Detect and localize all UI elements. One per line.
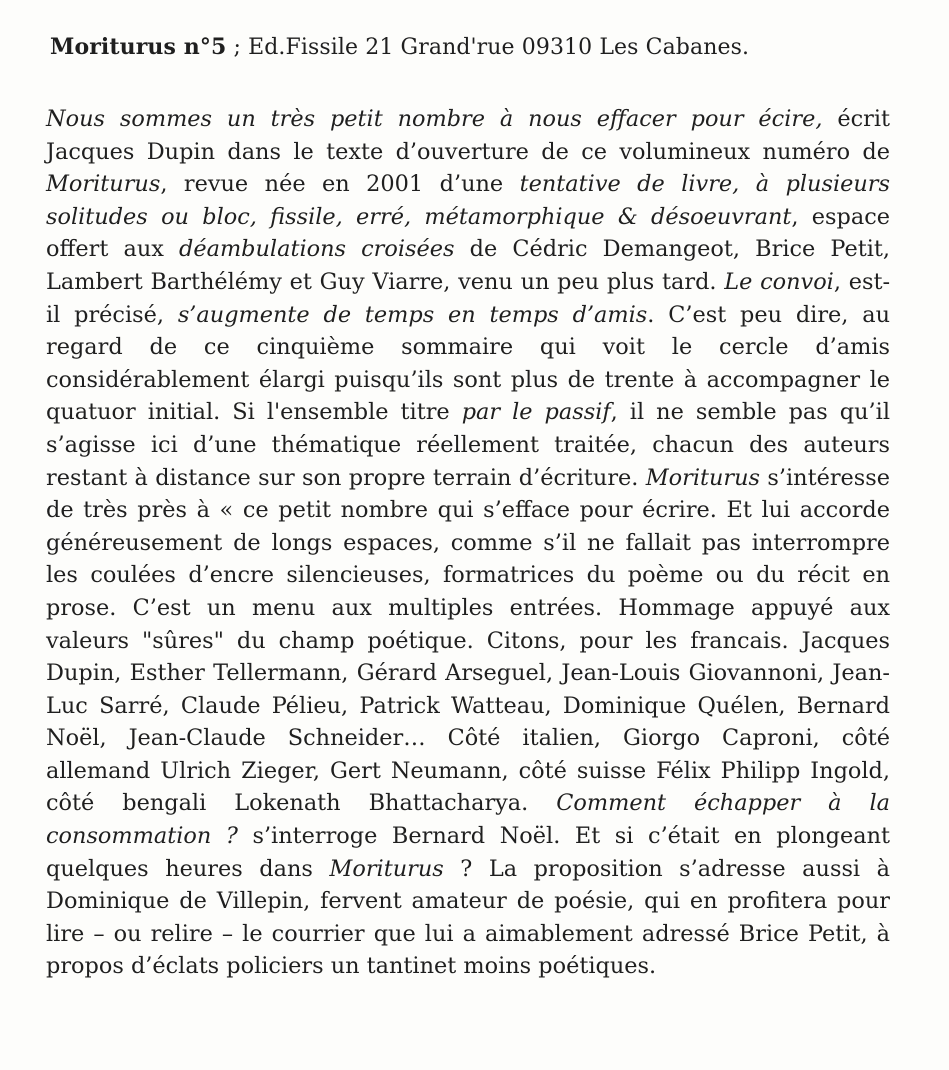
text-segment: écrit Jacques Dupin dans le texte d’ouverture de ce volumineux numéro de — [46, 106, 890, 165]
review-title: Moriturus n°5 — [50, 34, 227, 60]
text-segment: . C’est peu dire, au regard de ce cinquième sommaire qui voit le cercle d’amis considérablement élargi puisqu’ils sont plus de trente à accompagner le quatuor initial. Si l'ensemble titre — [46, 301, 891, 426]
quote-amis: s’augmente de temps en temps d’amis — [177, 301, 648, 328]
quote-dupin: Nous sommes un très petit nombre à nous effacer pour écire, — [46, 106, 823, 132]
review-body — [46, 103, 890, 983]
text-segment: de Cédric Demangeot, Brice Petit, Lambert Barthélémy et Guy Viarre, venu un peu plus tard. — [46, 236, 890, 295]
quote-noel: Comment échapper à la consommation ? — [46, 790, 890, 850]
journal-name: Moriturus — [46, 171, 161, 198]
quote-deambulations: déambulations croisées — [179, 236, 455, 263]
journal-name: Moriturus — [329, 855, 444, 882]
review-heading — [50, 30, 910, 65]
publisher-address: ; Ed.Fissile 21 Grand'rue 09310 Les Cabanes. — [226, 35, 750, 60]
text-segment: s’interroge Bernard Noël. Et si c’était en plongeant quelques heures dans — [46, 823, 891, 882]
quote-tentative: tentative de livre, à plusieurs solitudes ou bloc, fissile, erré, métamorphique & désoeuvrant — [46, 171, 890, 230]
text-segment: s’intéresse de très près à « ce petit nombre qui s’efface pour écrire. Et lui accorde généreusement de longs espaces, comme s’il ne fallait pas interrompre les coulées d’encre silencieuses, formatrices du poème ou du récit en prose. C’est un menu aux multiples entrées. Hommage appuyé aux valeurs "sûres" du champ poétique. Citons, pour les francais. Jacques Dupin, Esther Tellermann, Gérard Arseguel, Jean-Louis Giovannoni, Jean-Luc Sarré, Claude Pélieu, Patrick Watteau, Dominique Quélen, Bernard Noël, Jean-Claude Schneider… Côté italien, Giorgo Caproni, côté allemand Ulrich Zieger, Gert Neumann, côté suisse Félix Philipp Ingold, côté bengali Lokenath Bhattacharya. — [46, 464, 890, 817]
quote-passif: par le passif — [461, 399, 611, 426]
journal-name: Moriturus — [645, 464, 761, 491]
quote-convoi: Le convoi — [724, 268, 834, 295]
text-segment: ? La proposition s’adresse aussi à Dominique de Villepin, fervent amateur de poésie, qui en profitera pour lire – ou relire – le courrier que lui a aimablement adressé Brice Petit, à propos d’éclats policiers un tantinet moins poétiques. — [46, 855, 890, 980]
text-segment: , espace offert aux — [46, 203, 890, 263]
text-segment: , revue née en 2001 d’une — [160, 171, 520, 198]
text-segment: , est-il précisé, — [46, 268, 891, 328]
text-segment: , il ne semble pas qu’il s’agisse ici d’une thématique réellement traitée, chacun des auteurs restant à distance sur son propre terrain d’écriture. — [46, 399, 890, 491]
